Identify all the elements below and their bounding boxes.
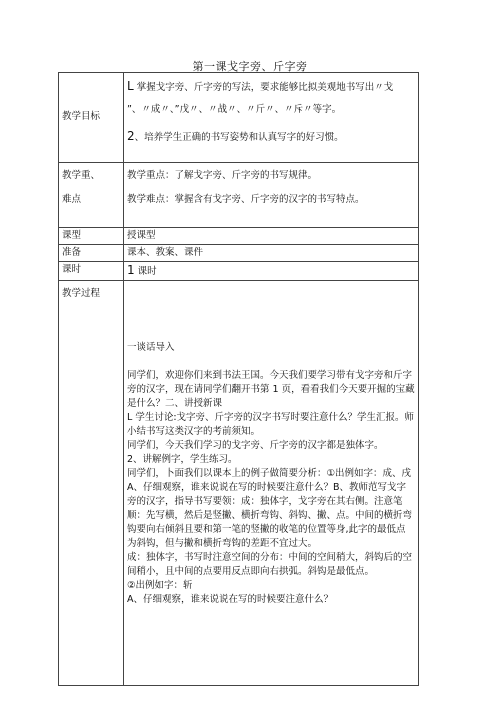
page-title: 第一课戈字旁、斤字旁 <box>192 60 308 73</box>
goal-number-1: L <box>127 79 134 93</box>
label-lesson-type: 课型 <box>59 228 124 245</box>
label-teaching-goals: 教学目标 <box>59 73 124 163</box>
goal-line-1b: ”、〃成〃、”戊〃、〃战〃、〃斤〃、〃斥〃等字。 <box>127 104 342 115</box>
label-teaching-process: 教学过程 <box>59 281 124 686</box>
row-teaching-process <box>59 281 419 686</box>
process-paragraph: 一谈话导入 <box>127 342 175 353</box>
goal-line-1: L 掌握戈字旁、斤字旁的写法，要求能够比拟美观地书写出〃戈 <box>127 79 394 93</box>
label-key-points: 教学重、 难点 <box>59 163 124 228</box>
row-teaching-goals <box>59 73 419 163</box>
process-paragraph: 同学们，今天我们学习的戈字旁、斤字旁的汉字都是独体字。 <box>127 440 384 451</box>
process-paragraph: 成：独体字，书写时注意空间的分布：中间的空间稍大，斜钩后的空间稍小，且中间的点要用反点即向右拱弧。斜钩是最低点。 <box>127 552 413 577</box>
row-lesson-type <box>59 228 419 245</box>
goal-line-2: 2、培养学生正确的书写姿势和认真写字的好习惯。 <box>127 129 344 143</box>
row-preparation <box>59 245 419 262</box>
process-paragraph: ②出例如字：斩 <box>127 580 193 591</box>
process-paragraph: 同学们，卜面我们以课本上的例子做简要分析：①出例如字：成、戌 <box>127 468 412 479</box>
lesson-plan-table <box>58 72 419 686</box>
key-point: 教学重点：了解戈字旁、斤字旁的书写规律。 <box>127 170 318 181</box>
process-paragraph: A、仔细观察，谁来说说在写的时候要注意什么？B、教师范写戈字旁的汉字，指导书写要领：成：独体字，戈字旁在其右侧。注意笔顺：先写横，然后是竖撇、横折弯钩、斜钩、撇、点。中间的横折弯钩要向右倾斜且要和第一笔的竖撇的收笔的位置等身,此字的最低点为斜钩，但与撇和横折弯钩的差距不宜过大。 <box>127 482 413 549</box>
process-paragraph: A、仔细观察，谁来说说在写的时候要注意什么？ <box>127 594 333 605</box>
process-paragraph: 2、讲解例字，学生练习。 <box>127 454 238 465</box>
difficult-point: 教学难点：掌握含有戈字旁、斤字旁的汉字的书写特点。 <box>127 194 365 205</box>
content-key-points <box>124 163 419 228</box>
value-lesson-type: 授课型 <box>124 228 419 245</box>
content-teaching-goals <box>124 73 419 163</box>
label-preparation: 准备 <box>59 245 124 262</box>
value-class-hours: 1 课时 <box>124 262 419 281</box>
value-preparation: 课本、教案、课件 <box>124 245 419 262</box>
content-teaching-process <box>124 281 419 686</box>
goal-number-2: 2 <box>127 129 135 143</box>
label-class-hours: 课时 <box>59 262 124 281</box>
row-class-hours <box>59 262 419 281</box>
process-paragraph: L 学生讨论:戈字旁、斤字旁的汉字书写时要注意什么？学生汇报。师小结书写这类汉字的考前须知。 <box>127 412 415 437</box>
row-key-points <box>59 163 419 228</box>
process-paragraph: 同学们，欢迎你们来到书法王国。今天我们要学习带有戈字旁和斤字旁的汉字，现在请同学们翻开书第 1 页，看看我们今天要开掘的宝藏是什么？二、讲授新课 <box>127 370 415 409</box>
